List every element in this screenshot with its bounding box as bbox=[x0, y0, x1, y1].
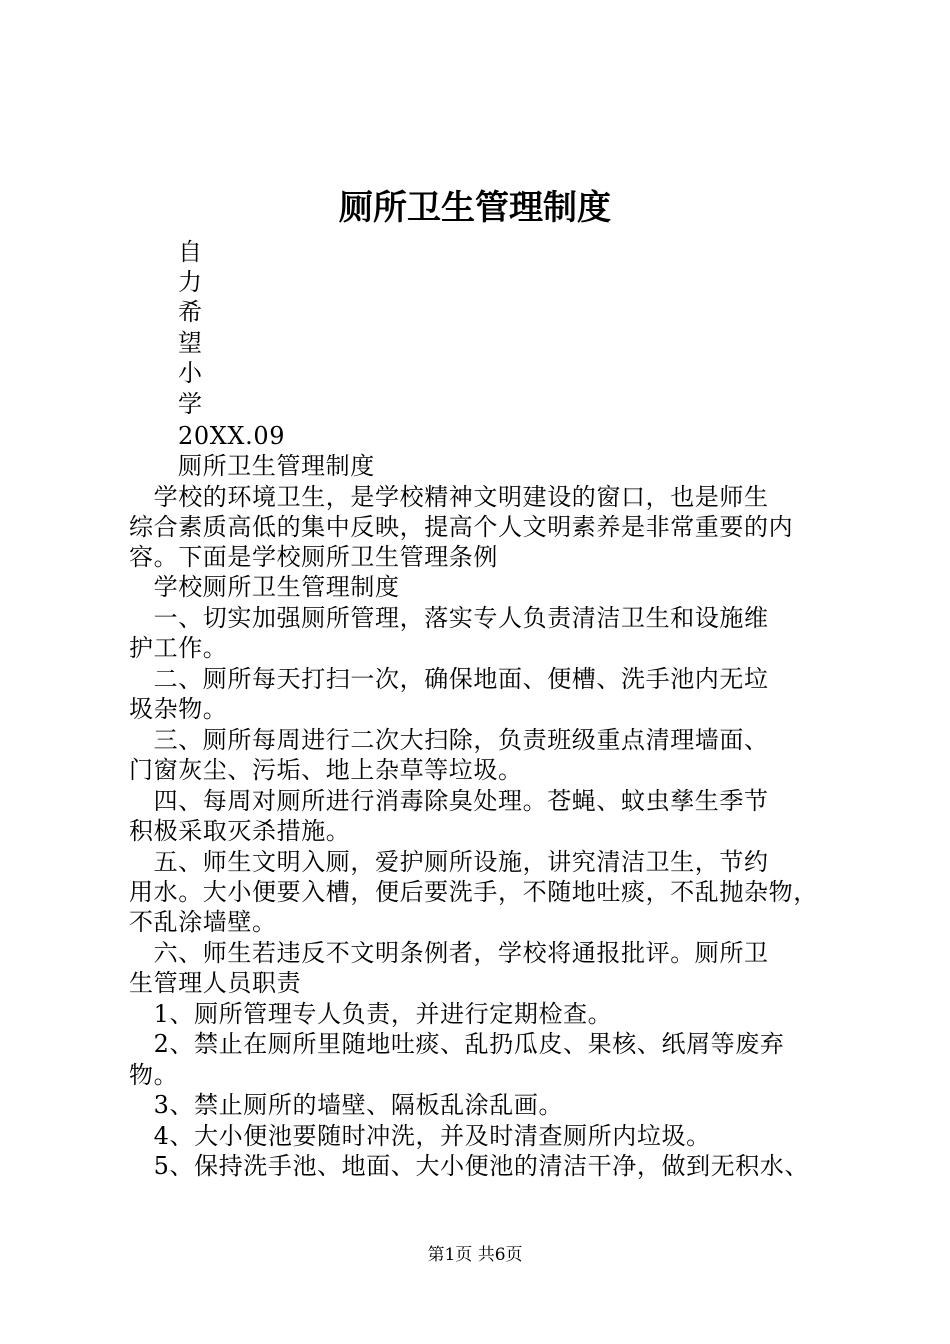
paragraph-line: 3、禁止厕所的墙壁、隔板乱涂乱画。 bbox=[129, 1091, 564, 1119]
paragraph-line: 三、厕所每周进行二次大扫除，负责班级重点清理墙面、 bbox=[129, 726, 769, 754]
paragraph-line: 二、厕所每天打扫一次，确保地面、便槽、洗手池内无垃 bbox=[129, 665, 769, 693]
document-date: 20XX.09 bbox=[178, 422, 286, 450]
paragraph-line: 不乱涂墙壁。 bbox=[129, 908, 277, 936]
paragraph-line: 物。 bbox=[129, 1061, 179, 1089]
paragraph-line: 容。下面是学校厕所卫生管理条例 bbox=[129, 543, 498, 571]
paragraph-line: 四、每周对厕所进行消毒除臭处理。苍蝇、蚊虫孳生季节 bbox=[129, 787, 769, 815]
paragraph-line: 1、厕所管理专人负责，并进行定期检查。 bbox=[129, 1000, 613, 1028]
paragraph-line: 综合素质高低的集中反映，提高个人文明素养是非常重要的内 bbox=[129, 513, 794, 541]
paragraph-line: 5、保持洗手池、地面、大小便池的清洁干净，做到无积水、 bbox=[129, 1152, 810, 1180]
paragraph-line: 六、师生若违反不文明条例者，学校将通报批评。厕所卫 bbox=[129, 939, 769, 967]
subtitle: 厕所卫生管理制度 bbox=[178, 452, 375, 480]
paragraph-line: 学校的环境卫生，是学校精神文明建设的窗口，也是师生 bbox=[129, 483, 769, 511]
author-char: 自 bbox=[178, 238, 202, 266]
page-footer: 第1页 共6页 bbox=[427, 1245, 523, 1265]
paragraph-line: 用水。大小便要入槽，便后要洗手，不随地吐痰，不乱抛杂物， bbox=[129, 878, 818, 906]
document-title: 厕所卫生管理制度 bbox=[339, 188, 611, 228]
author-char: 力 bbox=[178, 268, 202, 296]
paragraph-line: 2、禁止在厕所里随地吐痰、乱扔瓜皮、果核、纸屑等废弃 bbox=[129, 1030, 785, 1058]
paragraph-line: 积极采取灭杀措施。 bbox=[129, 817, 351, 845]
paragraph-line: 门窗灰尘、污垢、地上杂草等垃圾。 bbox=[129, 756, 523, 784]
paragraph-line: 生管理人员职责 bbox=[129, 969, 302, 997]
paragraph-line: 圾杂物。 bbox=[129, 695, 228, 723]
paragraph-line: 护工作。 bbox=[129, 634, 228, 662]
author-char: 希 bbox=[178, 298, 202, 326]
author-char: 学 bbox=[178, 390, 202, 418]
author-char: 小 bbox=[178, 359, 202, 387]
paragraph-line: 一、切实加强厕所管理，落实专人负责清洁卫生和设施维 bbox=[129, 604, 769, 632]
paragraph-line: 4、大小便池要随时冲洗，并及时清查厕所内垃圾。 bbox=[129, 1122, 711, 1150]
paragraph-line: 五、师生文明入厕，爱护厕所设施，讲究清洁卫生，节约 bbox=[129, 848, 769, 876]
author-char: 望 bbox=[178, 329, 202, 357]
section-heading: 学校厕所卫生管理制度 bbox=[129, 573, 400, 601]
